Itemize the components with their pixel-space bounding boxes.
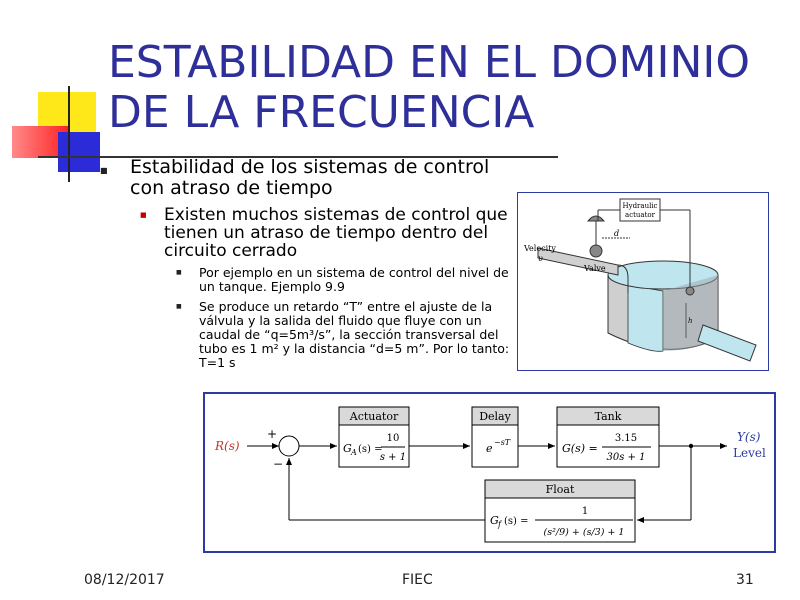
title-line-1: ESTABILIDAD EN EL DOMINIO bbox=[108, 37, 750, 88]
input-label: R(s) bbox=[215, 439, 240, 453]
float-tf-eq: (s) = bbox=[504, 516, 529, 527]
tank-illustration bbox=[517, 192, 769, 371]
actuator-label-2: actuator bbox=[625, 211, 655, 219]
float-title: Float bbox=[545, 483, 575, 496]
actuator-tf-eq: (s) = bbox=[358, 444, 383, 455]
actuator-tf-g: G bbox=[343, 442, 352, 455]
tank-num: 3.15 bbox=[614, 433, 638, 444]
summing-minus: − bbox=[273, 457, 284, 471]
valve-label: Valve bbox=[584, 264, 606, 273]
footer-date: 08/12/2017 bbox=[84, 572, 165, 588]
actuator-title: Actuator bbox=[349, 410, 399, 423]
float-num: 1 bbox=[581, 506, 589, 517]
bullet-level-3-a: Por ejemplo en un sistema de control del nivel de un tanque. Ejemplo 9.9 bbox=[199, 265, 509, 294]
tank-den: 30s + 1 bbox=[606, 452, 646, 463]
page-number: 31 bbox=[736, 572, 754, 588]
delay-title: Delay bbox=[479, 410, 511, 423]
block-diagram bbox=[203, 392, 776, 553]
output-label: Y(s) bbox=[737, 430, 761, 444]
bullet-square-icon: ■ bbox=[140, 211, 147, 219]
summing-plus: + bbox=[267, 427, 278, 441]
decor-vertical-line bbox=[68, 86, 70, 182]
decor-blue-square bbox=[58, 132, 100, 172]
float-den: (s²/9) + (s/3) + 1 bbox=[543, 527, 625, 538]
bullet-level-2: Existen muchos sistemas de control que tienen un atraso de tiempo dentro del circuito cerrado bbox=[164, 205, 508, 261]
output-level-label: Level bbox=[733, 446, 766, 460]
bullet-square-icon: ■ bbox=[176, 303, 182, 310]
tank-svg bbox=[518, 193, 768, 370]
tank-title: Tank bbox=[594, 410, 622, 423]
actuator-label-1: Hydraulic bbox=[622, 202, 658, 210]
velocity-symbol: υ bbox=[538, 254, 543, 263]
slide-title bbox=[108, 38, 798, 138]
block-diagram-svg bbox=[205, 394, 774, 551]
float-tf-g: G bbox=[490, 514, 499, 527]
actuator-tf-sub: A bbox=[351, 448, 357, 457]
float-tf-sub: f bbox=[498, 520, 501, 529]
actuator-num: 10 bbox=[386, 433, 400, 444]
bullet-level-1: Estabilidad de los sistemas de control con atraso de tiempo bbox=[130, 156, 490, 199]
footer-center: FIEC bbox=[402, 572, 433, 588]
bullet-level-3-b: Se produce un retardo “T” entre el ajuste de la válvula y la salida del fluido que fluye con un caudal de “q=5m³/s”, la sección transversal del tubo es 1 m² y la distancia “d=5 m”. Por lo tanto: T=1 s bbox=[199, 299, 510, 370]
velocity-label: Velocity bbox=[524, 244, 556, 253]
d-label: d bbox=[614, 229, 620, 238]
title-line-2: DE LA FRECUENCIA bbox=[108, 87, 535, 138]
bullet-square-icon: ■ bbox=[100, 166, 108, 175]
h-label: h bbox=[688, 317, 693, 325]
bullet-square-icon: ■ bbox=[176, 269, 182, 276]
tank-tf-left: G(s) = bbox=[562, 442, 598, 455]
delay-tf-exp: −sT bbox=[494, 438, 511, 447]
delay-tf-base: e bbox=[486, 442, 493, 455]
actuator-den: s + 1 bbox=[379, 452, 407, 463]
